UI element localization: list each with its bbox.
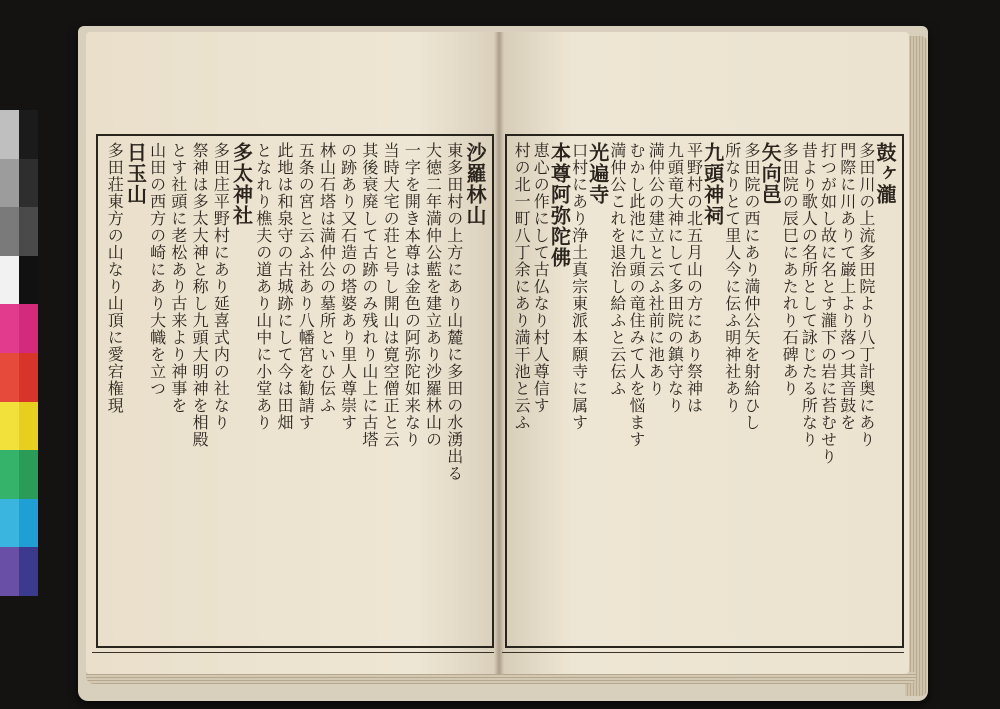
text-column: 門際に川ありて巌上より落つ其音鼓を bbox=[837, 142, 857, 431]
color-swatch-row bbox=[0, 547, 38, 596]
color-swatch bbox=[0, 450, 19, 499]
section-heading: 光遍寺 bbox=[585, 142, 610, 205]
text-column: 其後衰廃して古跡のみ残れり山上に古塔 bbox=[359, 142, 379, 448]
text-column: 満仲公これを退治し給ふと云伝ふ bbox=[607, 142, 627, 397]
right-text-columns bbox=[513, 142, 896, 640]
text-column: 口村にあり浄土真宗東派本願寺に属す bbox=[569, 142, 589, 431]
text-column: 村の北一町八丁余にあり満干池と云ふ bbox=[512, 142, 532, 431]
text-column: 多田院の辰巳にあたれり石碑あり bbox=[780, 142, 800, 397]
color-swatch bbox=[19, 207, 38, 256]
color-swatch bbox=[0, 256, 19, 305]
text-column: 林山石塔は満仲公の墓所といひ伝ふ bbox=[317, 142, 337, 414]
text-column: 五条の宮と云ふ社あり八幡宮を勧請す bbox=[296, 142, 316, 431]
text-column: 山田の西方の崎にあり大幟を立つ bbox=[147, 142, 167, 397]
text-column: 多田川の上流多田院より八丁計奥にあり bbox=[856, 142, 876, 448]
text-column: 恵心の作にして古仏なり村人尊信す bbox=[531, 142, 551, 414]
text-column: 昔より歌人の名所として詠じたる所なり bbox=[799, 142, 819, 448]
color-swatch bbox=[0, 353, 19, 402]
color-calibration-strip bbox=[0, 110, 38, 596]
text-column: 当時大宅の荘と号し開山は寛空僧正と云 bbox=[381, 142, 401, 448]
section-heading: 矢向邑 bbox=[758, 142, 783, 205]
color-swatch-row bbox=[0, 256, 38, 305]
section-heading: 九頭神祠 bbox=[700, 142, 725, 226]
text-column: 東多田村の上方にあり山麓に多田の水湧出る bbox=[444, 142, 464, 482]
color-swatch-row bbox=[0, 159, 38, 208]
book-gutter bbox=[494, 32, 504, 674]
color-swatch bbox=[19, 547, 38, 596]
color-swatch-row bbox=[0, 207, 38, 256]
left-text-frame bbox=[96, 134, 494, 648]
color-swatch bbox=[19, 110, 38, 159]
text-column: 大徳二年満仲公藍を建立あり沙羅林山の bbox=[423, 142, 443, 448]
color-swatch bbox=[0, 207, 19, 256]
section-heading: 沙羅林山 bbox=[462, 142, 487, 226]
text-column: 打つが如し故に名とす瀧下の岩に苔むせり bbox=[818, 142, 838, 465]
color-swatch-row bbox=[0, 304, 38, 353]
color-swatch bbox=[19, 402, 38, 451]
color-swatch-row bbox=[0, 353, 38, 402]
color-swatch-row bbox=[0, 402, 38, 451]
left-bottom-rule bbox=[92, 652, 494, 653]
color-swatch-row bbox=[0, 450, 38, 499]
right-text-frame bbox=[505, 134, 904, 648]
color-swatch bbox=[19, 159, 38, 208]
text-column: 祭神は多太大神と称し九頭大明神を相殿 bbox=[190, 142, 210, 448]
text-column: 此地は和泉守の古城跡にして今は田畑 bbox=[274, 142, 294, 431]
color-swatch-row bbox=[0, 499, 38, 548]
section-heading: 日玉山 bbox=[123, 142, 148, 205]
right-bottom-rule bbox=[502, 652, 904, 653]
section-heading: 本尊阿弥陀佛 bbox=[547, 142, 572, 268]
section-heading: 多太神社 bbox=[229, 142, 254, 226]
text-column: 九頭竜大神にして多田院の鎮守なり bbox=[665, 142, 685, 414]
color-swatch bbox=[0, 402, 19, 451]
section-heading: 鼓ヶ瀧 bbox=[872, 142, 897, 205]
text-column: 一字を開き本尊は金色の阿弥陀如来なり bbox=[402, 142, 422, 448]
color-swatch bbox=[0, 499, 19, 548]
text-column: 多田庄平野村にあり延喜式内の社なり bbox=[211, 142, 231, 431]
color-swatch-row bbox=[0, 110, 38, 159]
text-column: むかし此池に九頭の竜住みて人を悩ます bbox=[627, 142, 647, 448]
text-column: となれり樵夫の道あり山中に小堂あり bbox=[253, 142, 273, 431]
text-column: 多田院の西にあり満仲公矢を射給ひし bbox=[741, 142, 761, 431]
text-column: 平野村の北五月山の方にあり祭神は bbox=[684, 142, 704, 414]
color-swatch bbox=[0, 159, 19, 208]
color-swatch bbox=[19, 450, 38, 499]
color-swatch bbox=[19, 499, 38, 548]
color-swatch bbox=[19, 304, 38, 353]
color-swatch bbox=[0, 304, 19, 353]
color-swatch bbox=[0, 547, 19, 596]
color-swatch bbox=[19, 256, 38, 305]
text-column: 満仲公の建立と云ふ社前に池あり bbox=[646, 142, 666, 397]
text-column: の跡あり又石造の塔婆あり里人尊崇す bbox=[338, 142, 358, 431]
text-column: 多田荘東方の山なり山頂に愛宕権現 bbox=[105, 142, 125, 414]
color-swatch bbox=[19, 353, 38, 402]
left-text-columns bbox=[104, 142, 486, 640]
text-column: 所なりとて里人今に伝ふ明神社あり bbox=[722, 142, 742, 414]
color-swatch bbox=[0, 110, 19, 159]
text-column: とす社頭に老松あり古来より神事を bbox=[168, 142, 188, 414]
